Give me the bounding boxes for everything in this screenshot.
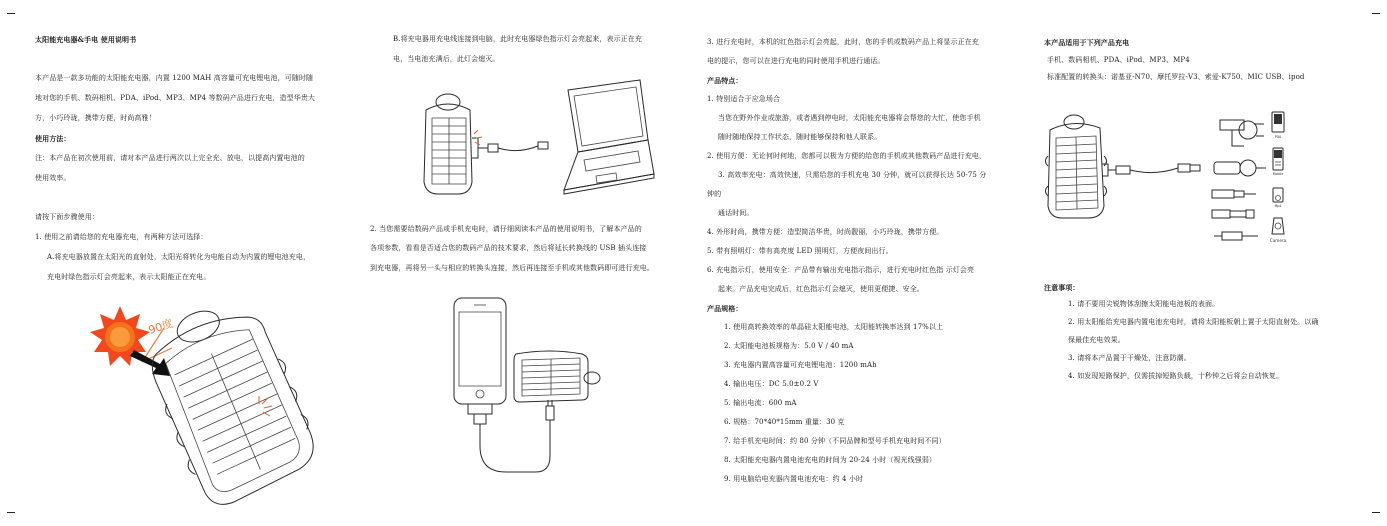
- feature-line: 当您在野外作业或旅游，或者遇到停电时，太阳能充电器将会帮您的大忙，使您手机: [718, 114, 981, 122]
- feature-line: 通话时间。: [718, 209, 754, 217]
- mobile-adapter-icon: [1214, 160, 1266, 176]
- spec-line: 4. 输出电压：DC 5.0±0.2 V: [724, 380, 819, 388]
- ipod-adapter-icon: [1220, 120, 1264, 146]
- feature-line: 3. 高效率充电：高效快速，只需给您的手机充电 30 分钟，就可以获得长达 50-75 分: [718, 171, 987, 179]
- intro-line: 本产品是一款多功能的太阳能充电器，内置 1200 MAH 高容量可充电锂电池，可随时随: [35, 74, 314, 82]
- step-3-line: 电的提示，您可以在进行充电的同时使用手机进行通话。: [707, 57, 885, 65]
- notes-heading: 注意事项：: [1044, 283, 1080, 292]
- features-heading: 产品特点：: [707, 76, 743, 85]
- note-item: 2. 用太阳能给充电器内置电池充电时，请将太阳能板朝上置于太阳直射处。以确: [1068, 318, 1319, 326]
- angle-label: 90度: [146, 316, 175, 337]
- compat-line: 手机、数码相机、PDA、iPod、MP3、MP4: [1047, 56, 1190, 64]
- feature-line: 2. 使用方便：无论何时何地，您都可以极为方便的给您的手机或其他数码产品进行充电，: [707, 152, 987, 160]
- pda-icon: [1272, 112, 1284, 132]
- spec-line: 6. 规格：70*40*15mm 重量：30 克: [724, 418, 845, 426]
- phone-icon: [454, 298, 506, 404]
- compat-line: 标准配置的转换头：诺基亚-N70、摩托罗拉-V3、索爱-K750、MIC USB、ipod: [1047, 73, 1305, 81]
- note-item: 保最佳充电效果。: [1068, 336, 1125, 344]
- crop-mark: [7, 13, 15, 14]
- feature-line: 随时随地保持工作状态，随时能够保持和他人联系。: [718, 133, 882, 141]
- mini-usb-adapter-icon: [1212, 210, 1254, 218]
- solar-charging-illustration: [82, 300, 302, 500]
- step-1a-line: A.将充电器放置在太阳光的直射处，太阳光将转化为电能自动为内置的锂电池充电，: [47, 253, 311, 261]
- device-label-pda: PDA: [1274, 135, 1282, 139]
- mobile-phone-icon: [1273, 148, 1283, 170]
- note-item: 3. 请将本产品置于干燥处，注意防潮。: [1068, 354, 1191, 362]
- spec-line: 7. 给手机充电时间：约 80 分钟（不同品牌和型号手机充电时间不同）: [724, 437, 946, 445]
- step-3-line: 3. 进行充电时，本机的红色指示灯会亮起，此时，您的手机或数码产品上将显示正在充: [707, 38, 979, 46]
- intro-line: 方，小巧玲珑，携带方便，时尚高雅！: [35, 114, 156, 122]
- device-label-mobile: Mobile: [1272, 172, 1284, 176]
- charger-icon: [1046, 115, 1109, 218]
- spec-line: 9. 用电脑给电充器内置电池充电：约 4 小时: [724, 475, 864, 483]
- compat-heading: 本产品适用于下列产品充电: [1044, 38, 1130, 47]
- step-2-line: 各项参数，看看是否适合您的数码产品的技术要求，然后将延长转换线的 USB 插头连接: [370, 244, 647, 252]
- step-2-line: 到充电器，再将另一头与相应的转换头连接，然后再连接至手机或其他数码即可进行充电。: [370, 264, 654, 272]
- feature-line: 起来。产品充电完成后，红色指示灯会熄灭，使用更便捷、安全。: [718, 285, 924, 293]
- specs-heading: 产品规格：: [707, 304, 743, 313]
- device-label-camera: Camera: [1269, 238, 1287, 243]
- laptop-charging-illustration: [418, 78, 658, 198]
- spec-line: 5. 输出电流：600 mA: [724, 399, 797, 407]
- spec-line: 2. 太阳能电池板规格为：5.0 V / 40 mA: [724, 342, 854, 350]
- steps-heading: 请按下面步骤使用：: [35, 213, 99, 221]
- note-line: 使用效率。: [35, 174, 71, 182]
- note-line: 注：本产品在初次使用前，请对本产品进行两次以上完全充、放电，以提高内置电池的: [35, 154, 305, 162]
- feature-line: 钟的: [707, 190, 722, 198]
- feature-line: 4. 外形时尚，携带方便：造型简洁华贵，时尚靓丽，小巧玲珑，携带方便。: [707, 228, 944, 236]
- adapter-diagram: [1044, 106, 1304, 256]
- mp4-adapter-icon: [1212, 190, 1256, 198]
- spec-line: 8. 太阳能充电器内置电池充电的时间为 20-24 小时（视光线强弱）: [724, 456, 937, 464]
- feature-line: 1. 特别适合于应急场合: [707, 95, 781, 103]
- step-b-line: 电，当电池充满后，此灯会熄灭。: [393, 55, 500, 63]
- laptop-icon: [564, 80, 654, 194]
- crop-mark: [7, 512, 15, 513]
- phone-charging-illustration: [450, 296, 610, 486]
- crop-mark: [1372, 13, 1380, 14]
- device-label-mp4: Mp4: [1274, 204, 1282, 208]
- crop-mark: [1372, 512, 1380, 513]
- document-title: 太阳能充电器&手电 使用说明书: [35, 35, 137, 44]
- camera-adapter-icon: [1214, 232, 1258, 240]
- step-b-line: B.将充电器用充电线连接到电脑，此时充电器绿色指示灯会亮起来，表示正在充: [393, 35, 642, 43]
- step-2-line: 2. 当您需要给数码产品或手机充电时，请仔细阅读本产品的使用说明书，了解本产品的: [370, 225, 642, 233]
- spec-line: 1. 使用高转换效率的单晶硅太阳能电池，太阳能转换率达到 17%以上: [724, 323, 944, 331]
- feature-line: 6. 充电指示灯，使用安全：产品带有输出充电指示指示，进行充电时红色指 示灯会亮: [707, 266, 975, 274]
- feature-line: 5. 带有照明灯：带有高亮度 LED 照明灯，方便夜间出行。: [707, 247, 893, 255]
- spec-line: 3. 充电器内置高容量可充电锂电池：1200 mAh: [724, 361, 877, 369]
- charger-icon: [424, 94, 482, 194]
- camera-icon: [1272, 218, 1284, 234]
- step-1: 1. 使用之前请给您的充电器充电，有两种方法可选择：: [35, 233, 208, 241]
- note-item: 4. 如发现短路保护，仅需拔掉短路负载，十秒钟之后将会自动恢复。: [1068, 372, 1284, 380]
- method-heading: 使用方法：: [35, 134, 71, 143]
- arrow-icon: [130, 350, 170, 376]
- step-1a-line: 充电时绿色指示灯会亮起来，表示太阳能正在充电。: [47, 273, 211, 281]
- mp4-player-icon: [1273, 188, 1283, 202]
- charger-icon: [514, 351, 600, 402]
- intro-line: 地对您的手机、数码相机、PDA、iPod、MP3、MP4 等数码产品进行充电，造型华贵大: [35, 94, 316, 102]
- note-item: 1. 请不要用尖锐物体刮擦太阳能电池板的表面。: [1068, 300, 1220, 308]
